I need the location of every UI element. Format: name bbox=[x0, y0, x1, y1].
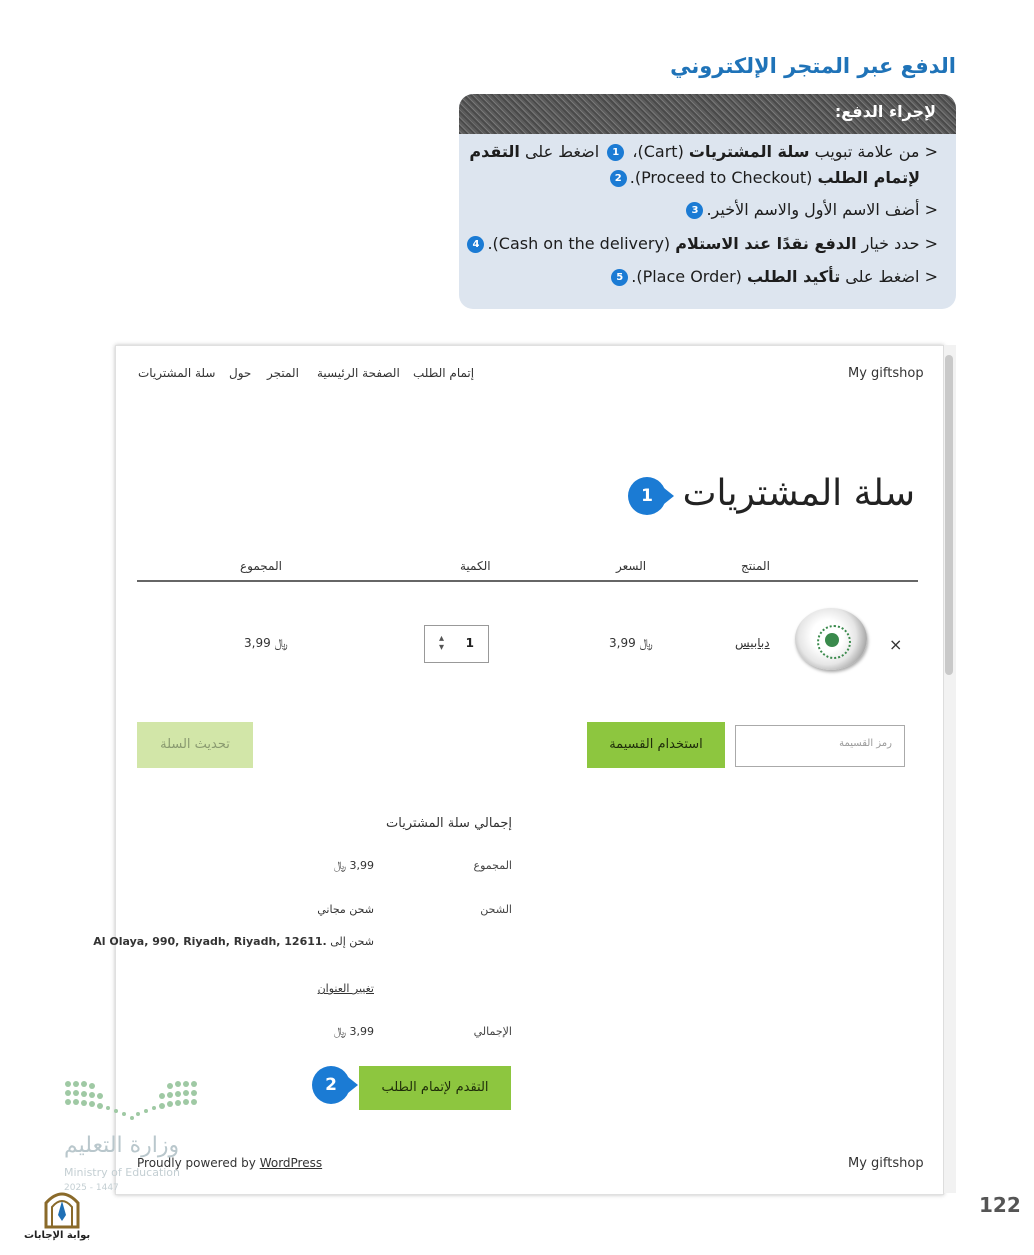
table-header-divider bbox=[137, 580, 918, 582]
col-product: المنتج bbox=[741, 559, 770, 573]
footer-site-name[interactable]: My giftshop bbox=[848, 1156, 924, 1171]
remove-item-icon[interactable]: × bbox=[889, 635, 903, 654]
ship-to-address: شحن إلى Al Olaya, 990, Riyadh, Riyadh, 12611. bbox=[93, 935, 374, 948]
col-price: السعر bbox=[616, 559, 647, 573]
nav-home[interactable]: الصفحة الرئيسية bbox=[317, 366, 400, 380]
nav-checkout[interactable]: إتمام الطلب bbox=[413, 366, 475, 380]
step-number-badge: 2 bbox=[610, 170, 627, 187]
step-number-badge: 4 bbox=[467, 236, 484, 253]
instructions-box bbox=[459, 94, 956, 309]
spinner-arrows-icon[interactable]: ▴ ▾ bbox=[439, 633, 445, 653]
apply-coupon-button[interactable]: استخدام القسيمة bbox=[587, 722, 725, 768]
ministry-name-en: Ministry of Education bbox=[64, 1166, 181, 1179]
currency-icon: ﷼ bbox=[333, 1025, 346, 1038]
coupon-input[interactable] bbox=[735, 725, 905, 767]
ministry-name-ar: وزارة التعليم bbox=[64, 1133, 180, 1158]
currency-icon: ﷼ bbox=[639, 636, 653, 650]
change-address-link-wrap[interactable] bbox=[318, 982, 374, 995]
cart-totals-title: إجمالي سلة المشتريات bbox=[386, 816, 512, 831]
instructions-header bbox=[459, 94, 956, 134]
nav-shop[interactable]: المتجر bbox=[267, 366, 299, 380]
site-name[interactable]: My giftshop bbox=[848, 366, 924, 381]
currency-icon: ﷼ bbox=[274, 636, 288, 650]
table-row-price: ﷼ 3,99 bbox=[609, 636, 653, 650]
callout-badge-2: 2 bbox=[312, 1066, 350, 1104]
footer-powered-by: Proudly powered by WordPress bbox=[137, 1156, 323, 1170]
col-subtotal: المجموع bbox=[240, 559, 282, 573]
quantity-value[interactable]: 1 bbox=[465, 636, 474, 650]
total-value: 3,99 ﷼ bbox=[333, 1025, 374, 1038]
instruction-step-1: < من علامة تبويب سلة المشتريات (Cart)، 1 اضغط على التقدم bbox=[469, 142, 938, 161]
subtotal-label: المجموع bbox=[473, 859, 512, 872]
col-quantity: الكمية bbox=[460, 559, 491, 573]
cart-title: سلة المشتريات bbox=[682, 473, 915, 514]
shipping-label: الشحن bbox=[480, 903, 512, 916]
callout-badge-1: 1 bbox=[628, 477, 666, 515]
wordpress-link[interactable]: WordPress bbox=[259, 1156, 323, 1170]
total-label: الإجمالي bbox=[473, 1025, 512, 1038]
proceed-to-checkout-button[interactable]: التقدم لإتمام الطلب bbox=[359, 1066, 511, 1110]
instruction-step-4: < اضغط على تأكيد الطلب (Place Order).5 bbox=[608, 267, 938, 286]
nav-cart[interactable]: سلة المشتريات bbox=[138, 366, 216, 380]
table-row-product[interactable] bbox=[735, 636, 770, 650]
instruction-step-1-cont: لإتمام الطلب (Proceed to Checkout).2 bbox=[607, 168, 920, 187]
step-number-badge: 5 bbox=[611, 269, 628, 286]
ministry-year: 2025 - 1447 bbox=[64, 1183, 119, 1193]
product-pin-image[interactable] bbox=[795, 608, 867, 670]
change-address-link[interactable]: تغيير العنوان bbox=[317, 982, 374, 995]
shipping-value: شحن مجاني bbox=[317, 903, 374, 916]
update-cart-button[interactable]: تحديث السلة bbox=[137, 722, 253, 768]
answers-portal-logo-icon bbox=[40, 1187, 84, 1229]
step-number-badge: 1 bbox=[607, 144, 624, 161]
instruction-step-2: < أضف الاسم الأول والاسم الأخير.3 bbox=[683, 200, 938, 219]
scrollbar-thumb[interactable] bbox=[945, 355, 953, 675]
answers-portal-label: بوابة الإجابات bbox=[24, 1230, 91, 1241]
page-number: 122 bbox=[979, 1193, 1021, 1217]
callout-arrow-2 bbox=[348, 1077, 358, 1093]
instructions-title: لإجراء الدفع: bbox=[834, 102, 936, 121]
callout-arrow-1 bbox=[664, 488, 674, 504]
ministry-dots-logo-icon bbox=[64, 1080, 198, 1130]
step-number-badge: 3 bbox=[686, 202, 703, 219]
quantity-stepper[interactable] bbox=[424, 625, 489, 663]
currency-icon: ﷼ bbox=[333, 859, 346, 872]
instruction-step-3: < حدد خيار الدفع نقدًا عند الاستلام (Cash on the delivery).4 bbox=[464, 234, 938, 253]
subtotal-value: 3,99 ﷼ bbox=[333, 859, 374, 872]
product-link[interactable]: دبابيس bbox=[735, 636, 770, 650]
table-row-subtotal: ﷼ 3,99 bbox=[244, 636, 288, 650]
emblem-center bbox=[825, 633, 839, 647]
nav-about[interactable]: حول bbox=[229, 366, 252, 380]
coupon-placeholder: رمز القسيمة bbox=[839, 738, 892, 749]
section-heading: الدفع عبر المتجر الإلكتروني bbox=[670, 54, 956, 78]
